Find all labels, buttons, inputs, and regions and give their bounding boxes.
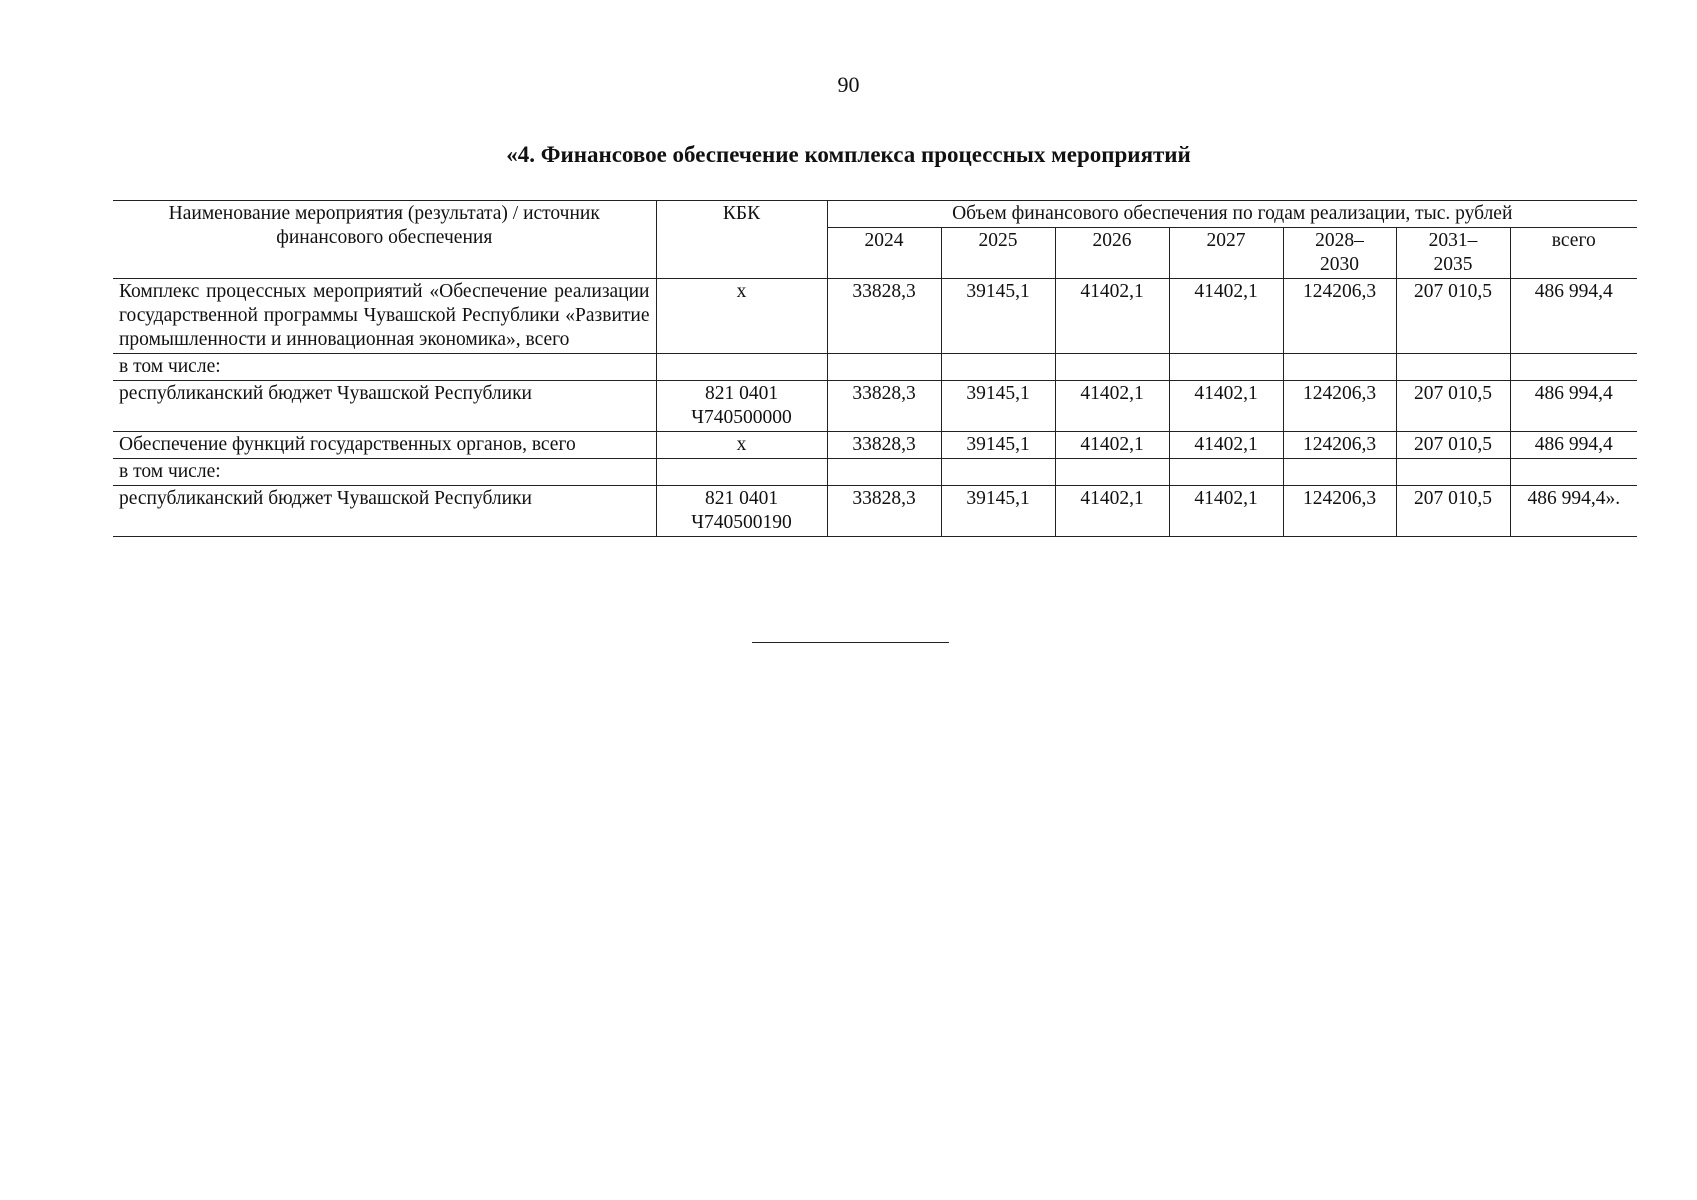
- row-kbk: х: [656, 279, 827, 354]
- row-value: 207 010,5: [1396, 486, 1510, 537]
- row-value: [1169, 459, 1283, 486]
- row-value: 41402,1: [1055, 279, 1169, 354]
- row-value: 33828,3: [827, 432, 941, 459]
- header-volume: Объем финансового обеспечения по годам реализации, тыс. рублей: [827, 201, 1637, 228]
- row-kbk: [656, 459, 827, 486]
- financing-table: [113, 200, 1637, 537]
- header-year: 2025: [941, 228, 1055, 279]
- section-title: «4. Финансовое обеспечение комплекса процессных мероприятий: [506, 142, 1191, 167]
- header-year: 2028– 2030: [1283, 228, 1396, 279]
- header-year: 2024: [827, 228, 941, 279]
- row-value: 39145,1: [941, 432, 1055, 459]
- row-kbk: х: [656, 432, 827, 459]
- table-row: [113, 486, 1637, 537]
- row-kbk: 821 0401 Ч740500000: [656, 381, 827, 432]
- header-kbk: КБК: [656, 201, 827, 279]
- table-header: [113, 201, 1637, 279]
- row-name: в том числе:: [113, 354, 656, 381]
- row-value: 41402,1: [1169, 432, 1283, 459]
- table-row: [113, 381, 1637, 432]
- row-name: республиканский бюджет Чувашской Республики: [113, 381, 656, 432]
- row-value: 41402,1: [1055, 486, 1169, 537]
- row-value: [1396, 354, 1510, 381]
- row-value: [1169, 354, 1283, 381]
- row-total: [1510, 459, 1637, 486]
- row-total: 486 994,4».: [1510, 486, 1637, 537]
- row-value: 39145,1: [941, 279, 1055, 354]
- row-value: [1283, 354, 1396, 381]
- table-row: [113, 354, 1637, 381]
- row-total: 486 994,4: [1510, 432, 1637, 459]
- row-value: 207 010,5: [1396, 432, 1510, 459]
- row-value: 41402,1: [1055, 432, 1169, 459]
- row-kbk: [656, 354, 827, 381]
- row-name: республиканский бюджет Чувашской Республики: [113, 486, 656, 537]
- header-name: Наименование мероприятия (результата) / источник финансового обеспечения: [113, 201, 656, 279]
- header-year: 2031– 2035: [1396, 228, 1510, 279]
- row-value: 41402,1: [1169, 381, 1283, 432]
- row-value: [1396, 459, 1510, 486]
- row-value: 41402,1: [1169, 279, 1283, 354]
- row-value: [827, 354, 941, 381]
- table-row: [113, 432, 1637, 459]
- row-value: 33828,3: [827, 381, 941, 432]
- row-total: 486 994,4: [1510, 279, 1637, 354]
- row-value: 39145,1: [941, 381, 1055, 432]
- row-name: в том числе:: [113, 459, 656, 486]
- row-value: 124206,3: [1283, 381, 1396, 432]
- row-value: 124206,3: [1283, 486, 1396, 537]
- header-total: всего: [1510, 228, 1637, 279]
- row-value: 124206,3: [1283, 279, 1396, 354]
- row-value: [941, 354, 1055, 381]
- row-value: 41402,1: [1169, 486, 1283, 537]
- header-year: 2026: [1055, 228, 1169, 279]
- row-value: 124206,3: [1283, 432, 1396, 459]
- row-name: Комплекс процессных мероприятий «Обеспечение реализации государственной программы Чувашской Республики «Развитие промышленности и инновационная экономика», всего: [113, 279, 656, 354]
- row-total: [1510, 354, 1637, 381]
- row-value: [827, 459, 941, 486]
- row-kbk: 821 0401 Ч740500190: [656, 486, 827, 537]
- row-value: 207 010,5: [1396, 381, 1510, 432]
- row-value: 41402,1: [1055, 381, 1169, 432]
- row-name: Обеспечение функций государственных органов, всего: [113, 432, 656, 459]
- page-number: 90: [837, 72, 860, 97]
- header-year: 2027: [1169, 228, 1283, 279]
- table-row: [113, 459, 1637, 486]
- row-value: 33828,3: [827, 486, 941, 537]
- footer-divider: [752, 642, 949, 643]
- row-value: 39145,1: [941, 486, 1055, 537]
- row-value: [1055, 459, 1169, 486]
- row-value: 33828,3: [827, 279, 941, 354]
- table-row: [113, 279, 1637, 354]
- row-total: 486 994,4: [1510, 381, 1637, 432]
- row-value: 207 010,5: [1396, 279, 1510, 354]
- table-body: [113, 279, 1637, 537]
- row-value: [1055, 354, 1169, 381]
- row-value: [1283, 459, 1396, 486]
- row-value: [941, 459, 1055, 486]
